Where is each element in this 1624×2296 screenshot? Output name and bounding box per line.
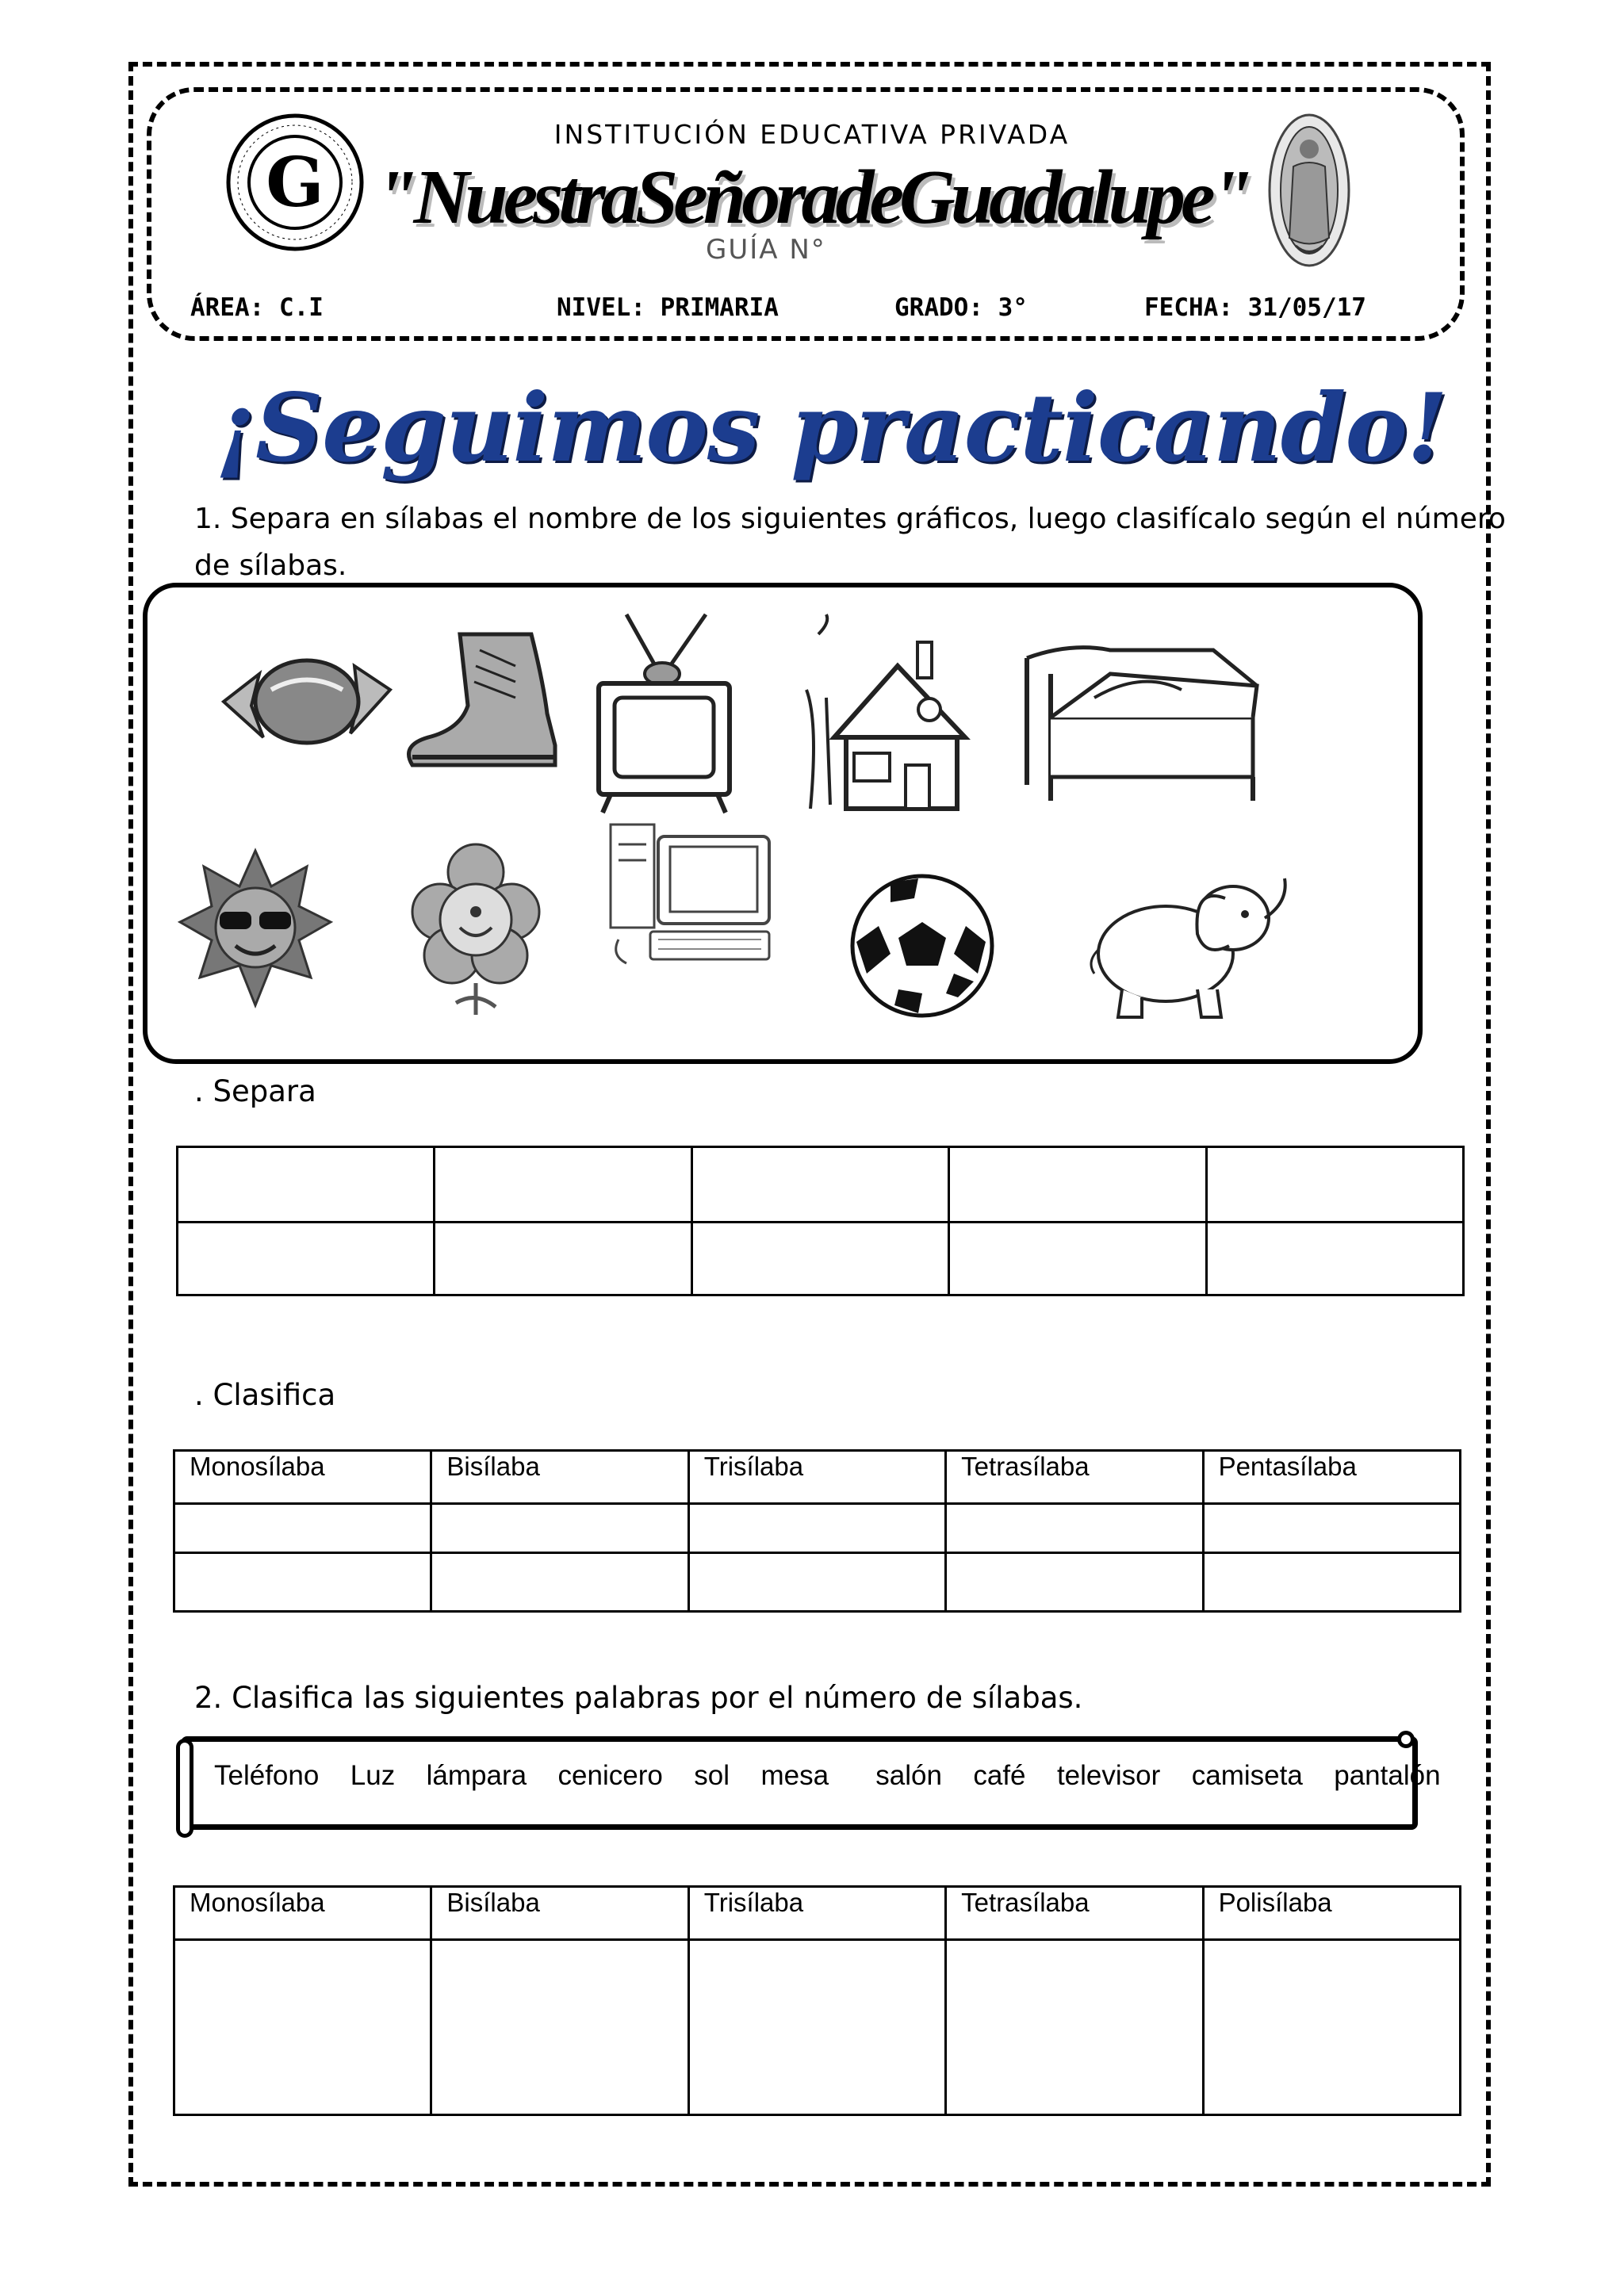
- guide-number: GUÍA N°: [706, 234, 826, 266]
- separa-cell[interactable]: [435, 1223, 691, 1295]
- tv-icon: [587, 610, 737, 817]
- classify-cell[interactable]: [1203, 1504, 1460, 1553]
- area-label: ÁREA: C.I: [190, 293, 324, 322]
- classify-header: Monosílaba: [174, 1451, 431, 1504]
- exercise1-instruction-line1: 1. Separa en sílabas el nombre de los siguientes gráficos, luego clasifícalo según el número: [194, 503, 1506, 535]
- separa-cell[interactable]: [178, 1223, 435, 1295]
- separa-cell[interactable]: [435, 1147, 691, 1223]
- flower-icon: [408, 836, 543, 1019]
- house-icon: [802, 610, 993, 825]
- candy-icon: [216, 626, 398, 777]
- classify-header: Tetrasílaba: [946, 1451, 1203, 1504]
- separa-cell[interactable]: [1206, 1223, 1463, 1295]
- classify-cell[interactable]: [688, 1553, 945, 1612]
- sun-icon: [176, 847, 335, 1013]
- separa-cell[interactable]: [949, 1223, 1206, 1295]
- date-label: FECHA: 31/05/17: [1144, 293, 1366, 322]
- classify-header: Pentasílaba: [1203, 1451, 1460, 1504]
- word-list: Teléfono Luz lámpara cenicero sol mesa salón café televisor camiseta pantalón: [214, 1760, 1441, 1791]
- separa-table: [176, 1146, 1465, 1296]
- classify-cell[interactable]: [431, 1553, 688, 1612]
- classify-header: Bisílaba: [431, 1451, 688, 1504]
- separa-label: . Separa: [194, 1074, 316, 1108]
- syllable-cell[interactable]: [688, 1940, 945, 2115]
- classify-cell[interactable]: [1203, 1553, 1460, 1612]
- institution-label: INSTITUCIÓN EDUCATIVA PRIVADA: [553, 119, 1071, 150]
- boot-icon: [396, 618, 571, 777]
- syllable-table: [173, 1885, 1461, 2116]
- scroll-curl: [176, 1739, 193, 1838]
- syllable-cell[interactable]: [174, 1940, 431, 2115]
- separa-cell[interactable]: [691, 1147, 948, 1223]
- classify-table: [173, 1449, 1461, 1613]
- syllable-header: Bisílaba: [431, 1887, 688, 1940]
- separa-cell[interactable]: [178, 1147, 435, 1223]
- worksheet-title: ¡Seguimos practicando!: [215, 373, 1447, 483]
- classify-cell[interactable]: [431, 1504, 688, 1553]
- syllable-cell[interactable]: [1203, 1940, 1460, 2115]
- separa-cell[interactable]: [1206, 1147, 1463, 1223]
- syllable-cell[interactable]: [431, 1940, 688, 2115]
- logo-letter: G: [266, 143, 324, 223]
- separa-cell[interactable]: [949, 1147, 1206, 1223]
- exercise1-instruction-line2: de sílabas.: [194, 549, 347, 582]
- separa-cell[interactable]: [691, 1223, 948, 1295]
- syllable-header: Monosílaba: [174, 1887, 431, 1940]
- syllable-header: Trisílaba: [688, 1887, 945, 1940]
- classify-cell[interactable]: [688, 1504, 945, 1553]
- scroll-knob: [1397, 1731, 1415, 1748]
- classify-cell[interactable]: [174, 1553, 431, 1612]
- exercise2-instruction: 2. Clasifica las siguientes palabras por el número de sílabas.: [194, 1681, 1083, 1715]
- classify-cell[interactable]: [946, 1504, 1203, 1553]
- level-label: NIVEL: PRIMARIA: [557, 293, 779, 322]
- grade-label: GRADO: 3°: [894, 293, 1028, 322]
- syllable-cell[interactable]: [946, 1940, 1203, 2115]
- clasifica-label: . Clasifica: [194, 1378, 336, 1412]
- elephant-icon: [1086, 871, 1300, 1029]
- classify-header: Trisílaba: [688, 1451, 945, 1504]
- bed-icon: [1015, 642, 1269, 809]
- classify-cell[interactable]: [946, 1553, 1203, 1612]
- syllable-header: Polisílaba: [1203, 1887, 1460, 1940]
- classify-cell[interactable]: [174, 1504, 431, 1553]
- syllable-header: Tetrasílaba: [946, 1887, 1203, 1940]
- ball-icon: [847, 871, 998, 1021]
- computer-icon: [603, 817, 785, 975]
- school-name: "NuestraSeñoradeGuadalupe": [375, 155, 1249, 240]
